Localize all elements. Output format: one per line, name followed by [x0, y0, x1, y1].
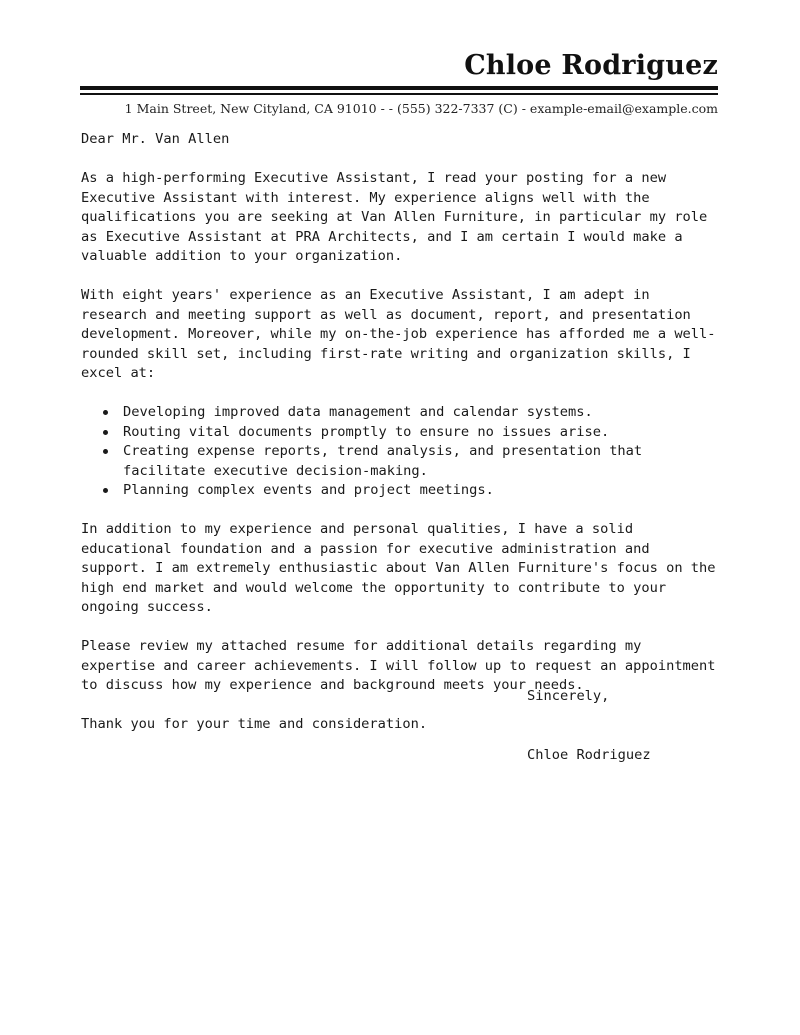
- header-rule-thin: [80, 93, 718, 95]
- paragraph-intro: As a high-performing Executive Assistant, I read your posting for a new Executive Assistant with interest. My experience aligns well with the qualifications you are seeking at Van Allen Furniture, in particular my role as Executive Assistant at PRA Architects, and I am certain I would make a valuable addition to your organization.: [81, 170, 708, 264]
- list-item-text: Planning complex events and project meetings.: [123, 482, 494, 498]
- list-item: [81, 403, 721, 423]
- bullet-icon: [103, 410, 108, 415]
- letter-body: [81, 130, 721, 754]
- list-item-text: Creating expense reports, trend analysis, and presentation that facilitate executive decision-making.: [123, 443, 643, 479]
- header-rule-thick: [80, 86, 718, 90]
- closing-line: Sincerely,: [527, 688, 610, 704]
- skills-list: [81, 403, 721, 501]
- salutation: Dear Mr. Van Allen: [81, 131, 230, 147]
- list-item-text: Developing improved data management and calendar systems.: [123, 404, 593, 420]
- paragraph-education: In addition to my experience and personal qualities, I have a solid educational foundation and a passion for executive administration and support. I am extremely enthusiastic about Van Allen Furniture's focus on the high end market and would welcome the opportunity to contribute to your ongoing success.: [81, 521, 716, 615]
- signature-name: Chloe Rodriguez: [527, 747, 651, 763]
- paragraph-experience: With eight years' experience as an Executive Assistant, I am adept in research and meeting support as well as document, report, and presentation development. Moreover, while my on-the-job experience has afforded me a well-rounded skill set, including first-rate writing and organization skills, I excel at:: [81, 287, 716, 381]
- applicant-name-heading: Chloe Rodriguez: [464, 50, 718, 81]
- list-item: [81, 442, 721, 481]
- list-item: [81, 481, 721, 501]
- list-item: [81, 423, 721, 443]
- bullet-icon: [103, 449, 108, 454]
- paragraph-thanks: Thank you for your time and consideration.: [81, 716, 428, 732]
- paragraph-follow-up: Please review my attached resume for additional details regarding my expertise and career achievements. I will follow up to request an appointment to discuss how my experience and background meets your needs.: [81, 638, 716, 693]
- list-item-text: Routing vital documents promptly to ensure no issues arise.: [123, 423, 610, 440]
- bullet-icon: [103, 488, 108, 493]
- contact-line: 1 Main Street, New Cityland, CA 91010 - - (555) 322-7337 (C) - example-email@example.com: [124, 101, 718, 116]
- bullet-icon: [103, 430, 108, 435]
